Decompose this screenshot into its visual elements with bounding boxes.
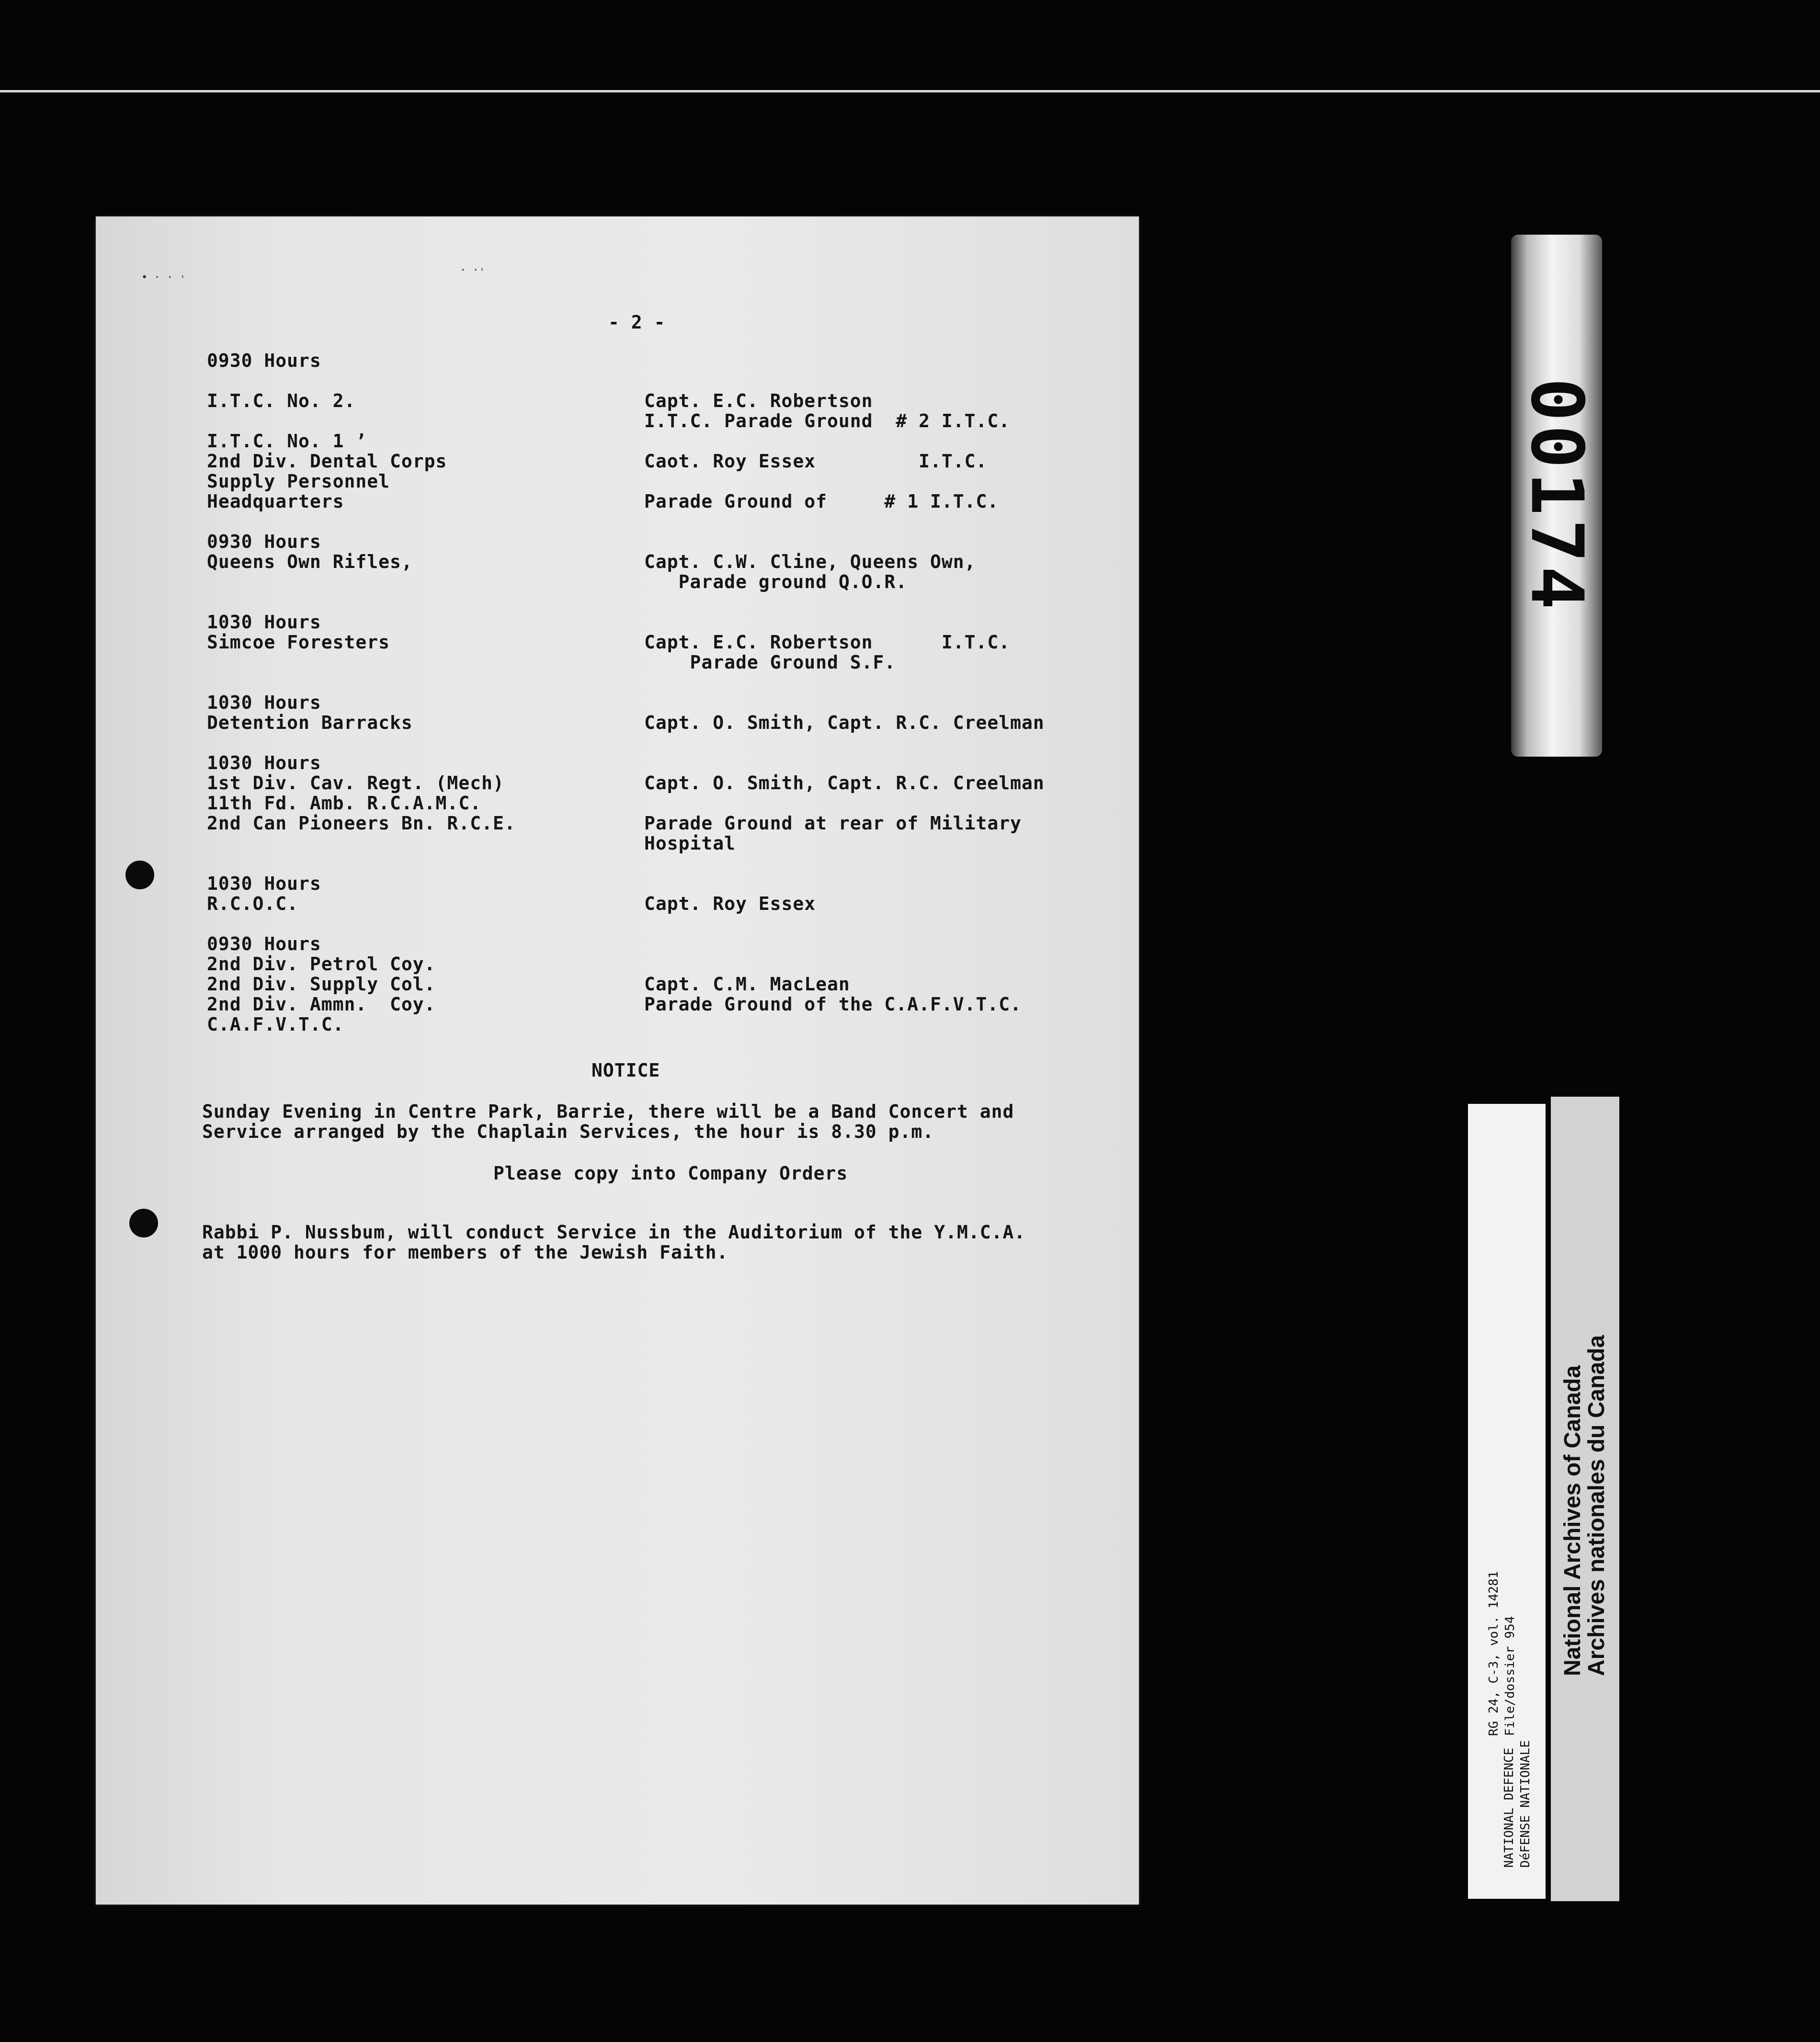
- officer-line: Capt. C.M. MacLean: [644, 974, 850, 995]
- location-line: Parade Ground S.F.: [644, 652, 896, 673]
- unit-line: R.C.O.C.: [207, 893, 299, 914]
- notice-line: Sunday Evening in Centre Park, Barrie, there will be a Band Concert and: [202, 1101, 1014, 1122]
- officer-line: Capt. C.W. Cline, Queens Own,: [644, 551, 976, 572]
- officer-line: Capt. O. Smith, Capt. R.C. Creelman: [644, 712, 1045, 733]
- unit-line: 2nd Div. Petrol Coy.: [207, 953, 436, 975]
- location-line: Hospital: [644, 833, 736, 854]
- unit-line: Detention Barracks: [207, 712, 413, 733]
- unit-line: 11th Fd. Amb. R.C.A.M.C.: [207, 793, 482, 814]
- unit-line: Headquarters: [207, 491, 344, 512]
- location-line: Parade Ground of the C.A.F.V.T.C.: [644, 994, 1022, 1015]
- officer-line: Capt. Roy Essex: [644, 893, 816, 914]
- time-line: 0930 Hours: [207, 531, 321, 552]
- document-page: [96, 216, 1139, 1905]
- notice-heading: NOTICE: [592, 1060, 660, 1081]
- time-line: 0930 Hours: [207, 933, 321, 954]
- rabbi-notice-line: at 1000 hours for members of the Jewish Faith.: [202, 1242, 728, 1263]
- notice-line: Service arranged by the Chaplain Services, the hour is 8.30 p.m.: [202, 1121, 934, 1142]
- unit-line: I.T.C. No. 2.: [207, 390, 356, 411]
- ref-line-2: File/dossier 954: [1503, 1616, 1517, 1736]
- punch-hole-lower: [129, 1209, 158, 1237]
- rabbi-notice-line: Rabbi P. Nussbum, will conduct Service in the Auditorium of the Y.M.C.A.: [202, 1222, 1026, 1243]
- time-line: 1030 Hours: [207, 752, 321, 773]
- paper-specks: • · · ˒: [141, 272, 186, 284]
- copy-note: Please copy into Company Orders: [493, 1163, 848, 1184]
- archive-reference-label: [1468, 1104, 1546, 1899]
- frame-number-tab: [1511, 235, 1602, 757]
- unit-line: Supply Personnel: [207, 471, 390, 492]
- film-edge-line: [0, 90, 1820, 92]
- time-line: 1030 Hours: [207, 692, 321, 713]
- dept-line-1: NATIONAL DEFENCE: [1502, 1747, 1516, 1868]
- officer-line: Caot. Roy Essex I.T.C.: [644, 451, 988, 472]
- location-line: Parade Ground of # 1 I.T.C.: [644, 491, 999, 512]
- page-number: - 2 -: [608, 312, 666, 333]
- unit-line: Queens Own Rifles,: [207, 551, 413, 572]
- unit-line: C.A.F.V.T.C.: [207, 1014, 344, 1035]
- unit-line: I.T.C. No. 1 ’: [207, 431, 367, 452]
- dept-line-2: DéFENSE NATIONALE: [1518, 1740, 1533, 1868]
- archives-name-english: National Archives of Canada: [1560, 1365, 1585, 1676]
- paper-specks-2: · ·˒: [460, 264, 485, 276]
- unit-line: 1st Div. Cav. Regt. (Mech): [207, 772, 504, 794]
- unit-line: 2nd Can Pioneers Bn. R.C.E.: [207, 813, 516, 834]
- officer-line: Capt. O. Smith, Capt. R.C. Creelman: [644, 772, 1045, 794]
- unit-line: 2nd Div. Supply Col.: [207, 974, 436, 995]
- time-line: 1030 Hours: [207, 612, 321, 633]
- location-line: I.T.C. Parade Ground # 2 I.T.C.: [644, 410, 1011, 431]
- unit-line: Simcoe Foresters: [207, 632, 390, 653]
- archives-name-french: Archives nationales du Canada: [1584, 1335, 1609, 1676]
- ref-line-1: RG 24, C-3, vol. 14281: [1487, 1571, 1501, 1736]
- punch-hole-upper: [125, 861, 154, 889]
- location-line: Parade ground Q.O.R.: [644, 571, 908, 592]
- location-line: Parade Ground at rear of Military: [644, 813, 1022, 834]
- unit-line: 2nd Div. Ammn. Coy.: [207, 994, 436, 1015]
- archives-canada-label: [1551, 1097, 1619, 1901]
- officer-line: Capt. E.C. Robertson I.T.C.: [644, 632, 1011, 653]
- time-line: 1030 Hours: [207, 873, 321, 894]
- frame-number: 00174: [1515, 378, 1598, 613]
- schedule-time-0: 0930 Hours: [207, 350, 321, 371]
- unit-line: 2nd Div. Dental Corps: [207, 451, 447, 472]
- officer-line: Capt. E.C. Robertson: [644, 390, 873, 411]
